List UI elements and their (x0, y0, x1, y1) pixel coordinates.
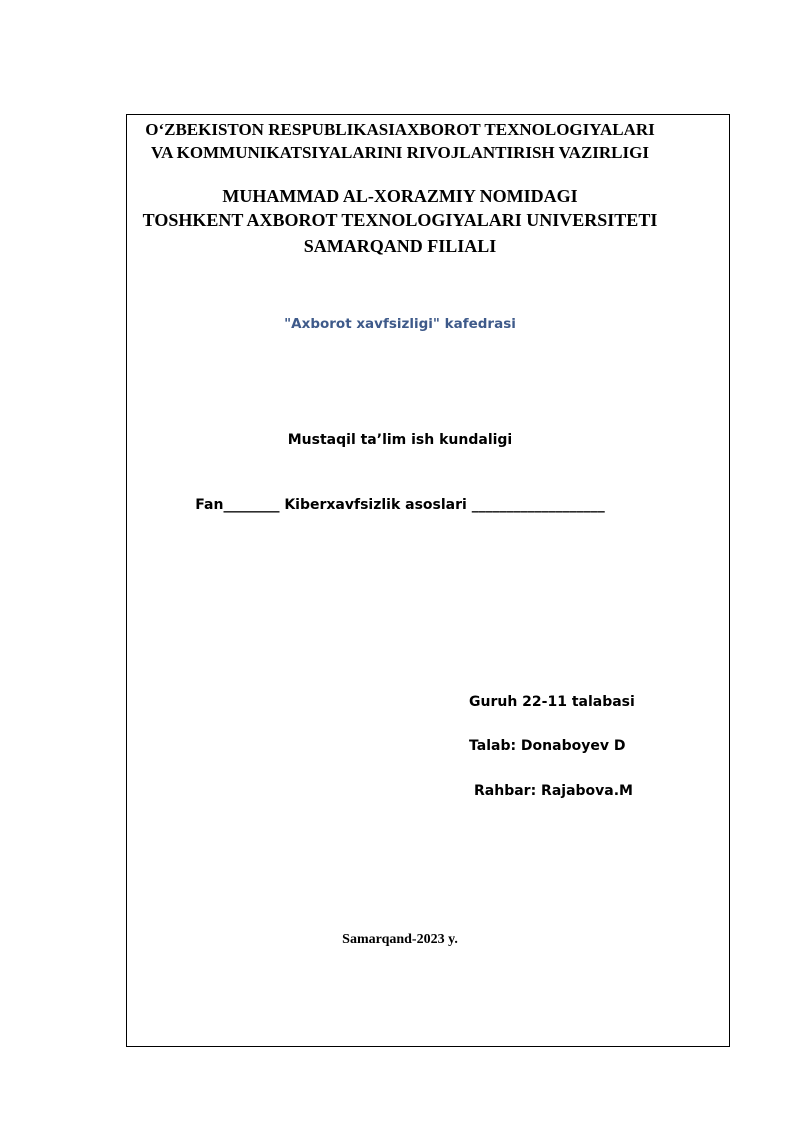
work-title: Mustaqil ta’lim ish kundaligi (287, 432, 513, 448)
ministry-line-1: O‘ZBEKISTON RESPUBLIKASIAXBOROT TEXNOLOGIYALARI (145, 120, 655, 139)
supervisor-name: Rahbar: Rajabova.M (474, 783, 633, 799)
department-name: "Axborot xavfsizligi" kafedrasi (284, 316, 516, 332)
university-line-2: TOSHKENT AXBOROT TEXNOLOGIYALARI UNIVERSITETI (142, 210, 658, 230)
university-line-1: MUHAMMAD AL-XORAZMIY NOMIDAGI (222, 186, 578, 206)
city-year: Samarqand-2023 y. (342, 932, 458, 947)
student-name: Talab: Donaboyev D (469, 738, 626, 754)
ministry-line-2: VA KOMMUNIKATSIYALARINI RIVOJLANTIRISH VAZIRLIGI (151, 143, 649, 162)
university-line-3: SAMARQAND FILIALI (303, 236, 497, 256)
student-group: Guruh 22-11 talabasi (469, 694, 635, 710)
subject-line: Fan________ Kiberxavfsizlik asoslari ___________________ (195, 497, 605, 513)
